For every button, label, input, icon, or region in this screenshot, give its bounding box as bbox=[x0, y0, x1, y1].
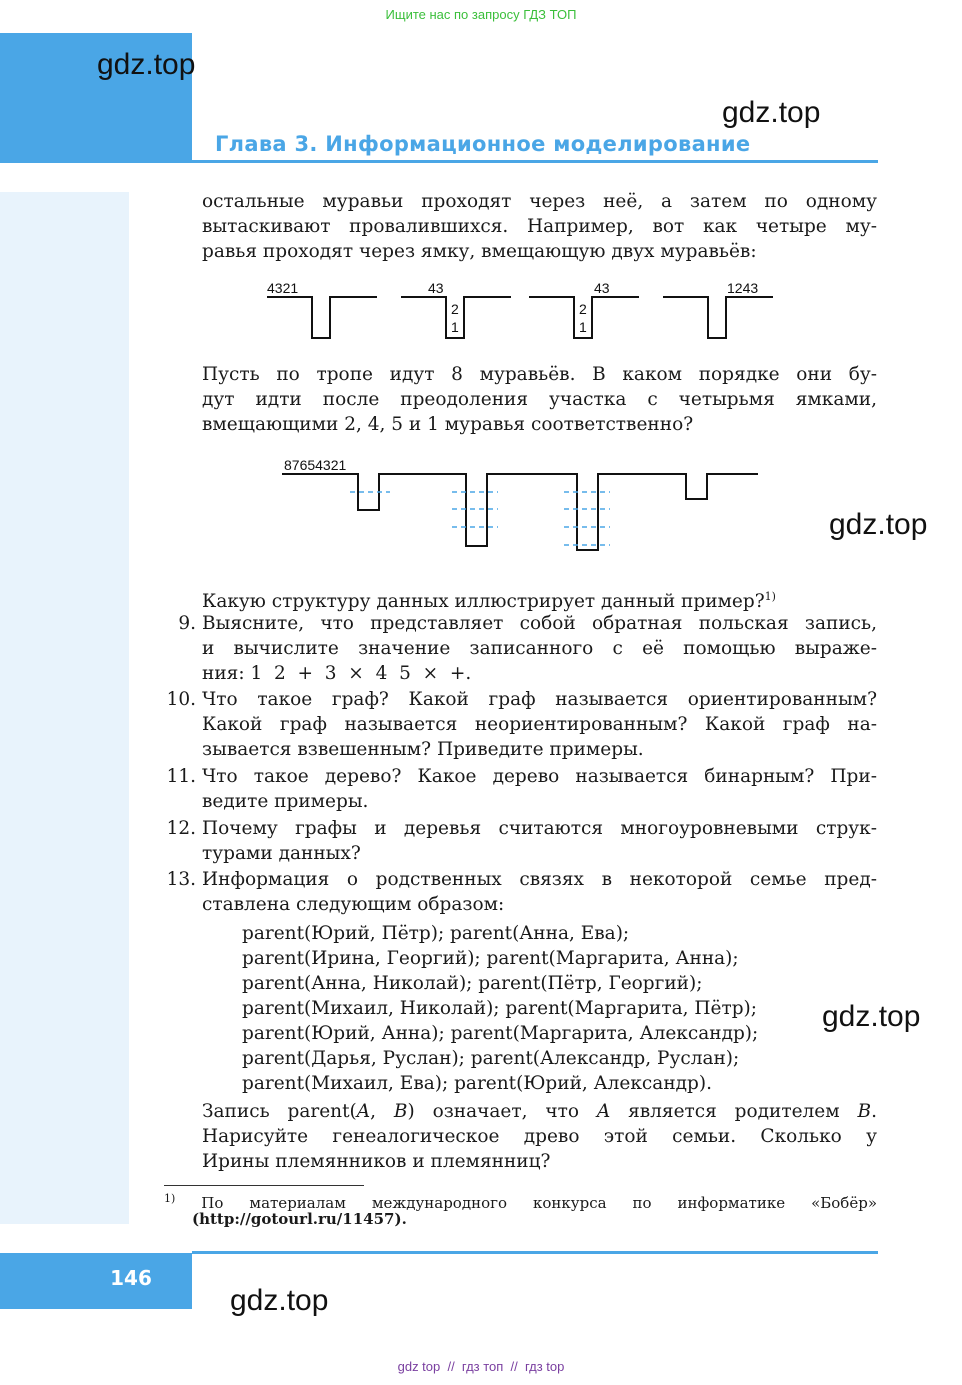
question-line: дут идти после преодоления участка с четырьмя ямками, bbox=[202, 389, 877, 410]
task-line: Выясните, что представляет собой обратная польская запись, bbox=[202, 613, 877, 634]
footnote: $^{1)}$ По материалам международного конкурса по информатике «Бобёр» bbox=[164, 1192, 877, 1212]
chapter-title: Глава 3. Информационное моделирование bbox=[215, 132, 751, 156]
parent-fact-line: parent(Дарья, Руслан); parent(Александр, Руслан); bbox=[242, 1048, 740, 1069]
task-line: турами данных? bbox=[202, 843, 361, 864]
question-line: вмещающими 2, 4, 5 и 1 муравья соответственно? bbox=[202, 414, 694, 435]
ant-label: 4321 bbox=[267, 280, 299, 296]
parent-fact-line: parent(Михаил, Ева); parent(Юрий, Александр). bbox=[242, 1073, 712, 1094]
footnote-link: (http://gotourl.ru/11457). bbox=[192, 1210, 407, 1228]
ant-label: 87654321 bbox=[284, 457, 347, 473]
parent-fact-line: parent(Михаил, Николай); parent(Маргарита, Пётр); bbox=[242, 998, 757, 1019]
bottom-banner: gdz top // гдз топ // гдз top bbox=[397, 1359, 565, 1374]
task-line: зывается взвешенным? Приведите примеры. bbox=[202, 739, 644, 760]
task-number: 12. bbox=[166, 818, 196, 839]
top-banner: Ищите нас по запросу ГДЗ ТОП bbox=[385, 7, 577, 22]
task-number: 10. bbox=[166, 689, 196, 710]
ant-label: 2 bbox=[451, 301, 459, 317]
ant-label: 2 bbox=[579, 301, 587, 317]
intro-line: остальные муравьи проходят через неё, а затем по одному bbox=[202, 191, 877, 212]
task-line: Что такое дерево? Какое дерево называется бинарным? При- bbox=[202, 766, 877, 787]
watermark: gdz.top bbox=[230, 1284, 329, 1317]
ant-label: 1 bbox=[579, 319, 587, 335]
closing-line: Ирины племянников и племянниц? bbox=[202, 1151, 551, 1172]
task-line: ставлена следующим образом: bbox=[202, 894, 505, 915]
task-line: Какой граф называется неориентированным? Какой граф на- bbox=[202, 714, 877, 735]
watermark: gdz.top bbox=[829, 508, 928, 541]
task-number: 13. bbox=[166, 869, 196, 890]
task-line: Информация о родственных связях в некоторой семье пред- bbox=[202, 869, 877, 890]
pit-trail bbox=[267, 297, 377, 338]
parent-fact-line: parent(Юрий, Анна); parent(Маргарита, Александр); bbox=[242, 1023, 759, 1044]
watermark: gdz.top bbox=[722, 96, 821, 129]
closing-line: Нарисуйте генеалогическое древо этой семьи. Сколько у bbox=[202, 1126, 877, 1147]
pit-trail bbox=[663, 297, 773, 338]
left-margin-strip bbox=[0, 192, 129, 1224]
task-line: Что такое граф? Какой граф называется ориентированным? bbox=[202, 689, 877, 710]
ant-pit-figure-large bbox=[280, 452, 770, 557]
closing-line: Запись parent(A, B) означает, что A является родителем B. bbox=[202, 1101, 878, 1122]
task-line: Почему графы и деревья считаются многоуровневыми струк- bbox=[202, 818, 877, 839]
pit-trail bbox=[282, 474, 758, 550]
task-number: 11. bbox=[166, 766, 196, 787]
watermark: gdz.top bbox=[822, 1000, 921, 1033]
parent-fact-line: parent(Анна, Николай); parent(Пётр, Георгий); bbox=[242, 973, 703, 994]
watermark: gdz.top bbox=[97, 48, 196, 81]
intro-line: равья проходят через ямку, вмещающую двух муравьёв: bbox=[202, 241, 757, 262]
page-number: 146 bbox=[110, 1266, 152, 1290]
pit-capacity-markers bbox=[350, 492, 610, 545]
ant-label: 43 bbox=[594, 280, 610, 296]
task-number: 9. bbox=[178, 613, 196, 634]
ant-pit-figure-small bbox=[255, 275, 785, 345]
task-line: ведите примеры. bbox=[202, 791, 369, 812]
question-line: Пусть по тропе идут 8 муравьёв. В каком порядке они бу- bbox=[202, 364, 877, 385]
structure-question: Какую структуру данных иллюстрирует данный пример?$^{1)}$ bbox=[202, 590, 776, 613]
parent-fact-line: parent(Ирина, Георгий); parent(Маргарита, Анна); bbox=[242, 948, 739, 969]
parent-fact-line: parent(Юрий, Пётр); parent(Анна, Ева); bbox=[242, 923, 630, 944]
ant-label: 1 bbox=[451, 319, 459, 335]
footnote-rule bbox=[164, 1185, 364, 1186]
ant-label: 1243 bbox=[727, 280, 759, 296]
task-line: и вычислите значение записанного с её помощью выраже- bbox=[202, 638, 877, 659]
header-rule bbox=[192, 160, 878, 163]
footer-rule bbox=[192, 1251, 878, 1254]
intro-line: вытаскивают провалившихся. Например, вот как четыре му- bbox=[202, 216, 877, 237]
task-line: ния: 1 2 + 3 × 4 5 × +. bbox=[202, 663, 472, 684]
ant-label: 43 bbox=[428, 280, 444, 296]
